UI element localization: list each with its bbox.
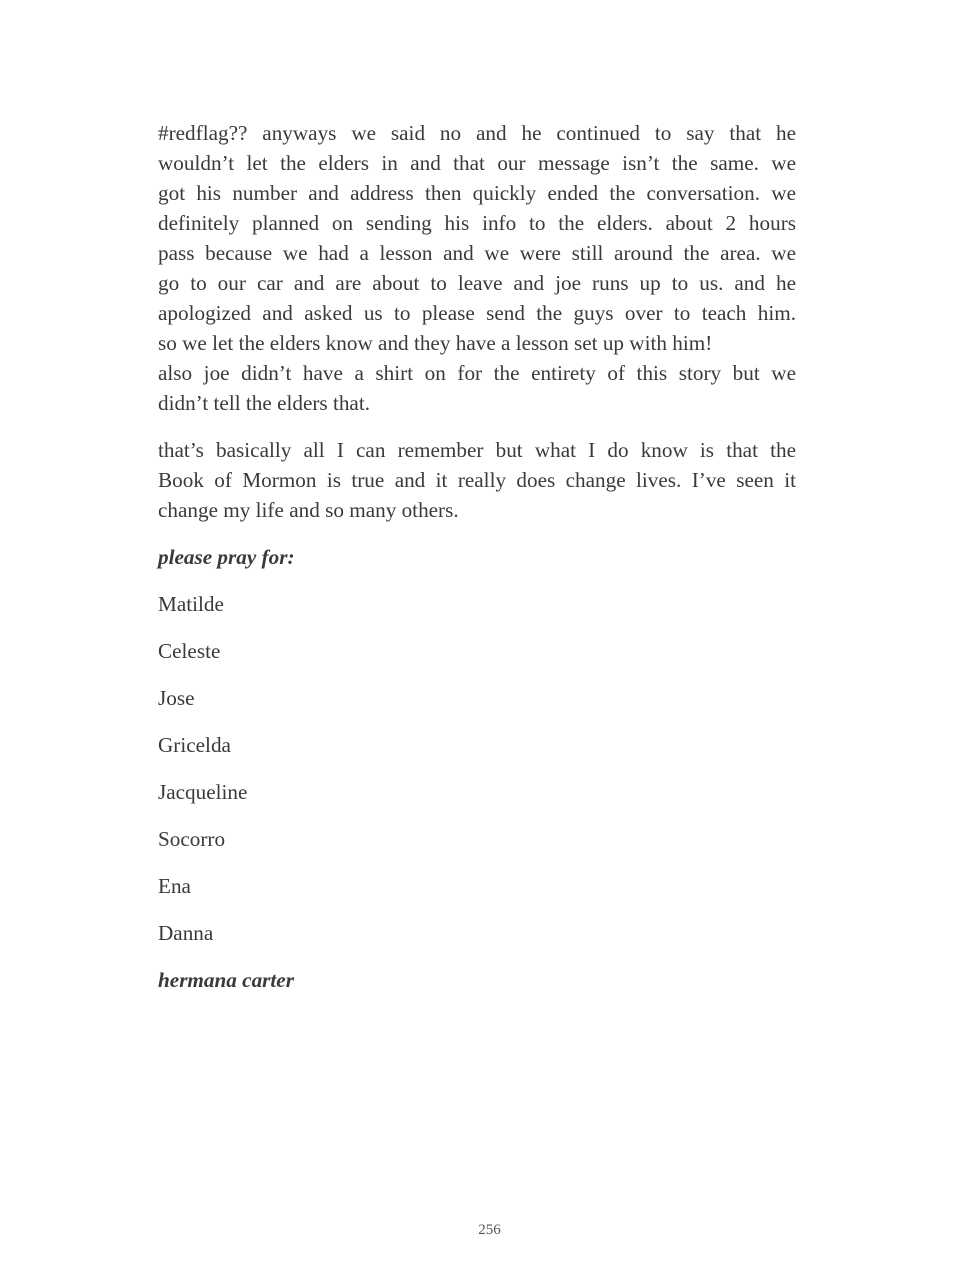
list-item: Jacqueline bbox=[158, 780, 248, 804]
pray-list bbox=[158, 589, 796, 948]
paragraph-testimony bbox=[158, 435, 796, 525]
text-line: #redflag?? anyways we said no and he continued to say that he bbox=[158, 121, 796, 145]
list-item: Matilde bbox=[158, 592, 224, 616]
text-line: got his number and address then quickly ended the conversation. we bbox=[158, 181, 796, 205]
list-item: Gricelda bbox=[158, 733, 231, 757]
text-line: so we let the elders know and they have a lesson set up with him! bbox=[158, 331, 713, 355]
text-line: that’s basically all I can remember but what I do know is that the bbox=[158, 438, 796, 462]
page-body bbox=[158, 118, 796, 995]
text-line: go to our car and are about to leave and joe runs up to us. and he bbox=[158, 271, 796, 295]
page-number: 256 bbox=[478, 1222, 501, 1238]
text-line: Book of Mormon is true and it really does change lives. I’ve seen it bbox=[158, 468, 796, 492]
paragraph-story bbox=[158, 118, 796, 418]
pray-heading: please pray for: bbox=[158, 545, 295, 569]
text-line: wouldn’t let the elders in and that our message isn’t the same. we bbox=[158, 151, 796, 175]
text-line: apologized and asked us to please send the guys over to teach him. bbox=[158, 301, 796, 325]
text-line: pass because we had a lesson and we were still around the area. we bbox=[158, 241, 796, 265]
signature: hermana carter bbox=[158, 968, 294, 992]
text-line: also joe didn’t have a shirt on for the entirety of this story but we bbox=[158, 361, 796, 385]
list-item: Danna bbox=[158, 921, 214, 945]
list-item: Jose bbox=[158, 686, 195, 710]
text-line: didn’t tell the elders that. bbox=[158, 391, 371, 415]
text-line: definitely planned on sending his info to the elders. about 2 hours bbox=[158, 211, 796, 235]
list-item: Ena bbox=[158, 874, 191, 898]
text-line: change my life and so many others. bbox=[158, 498, 459, 522]
list-item: Socorro bbox=[158, 827, 226, 851]
list-item: Celeste bbox=[158, 639, 221, 663]
